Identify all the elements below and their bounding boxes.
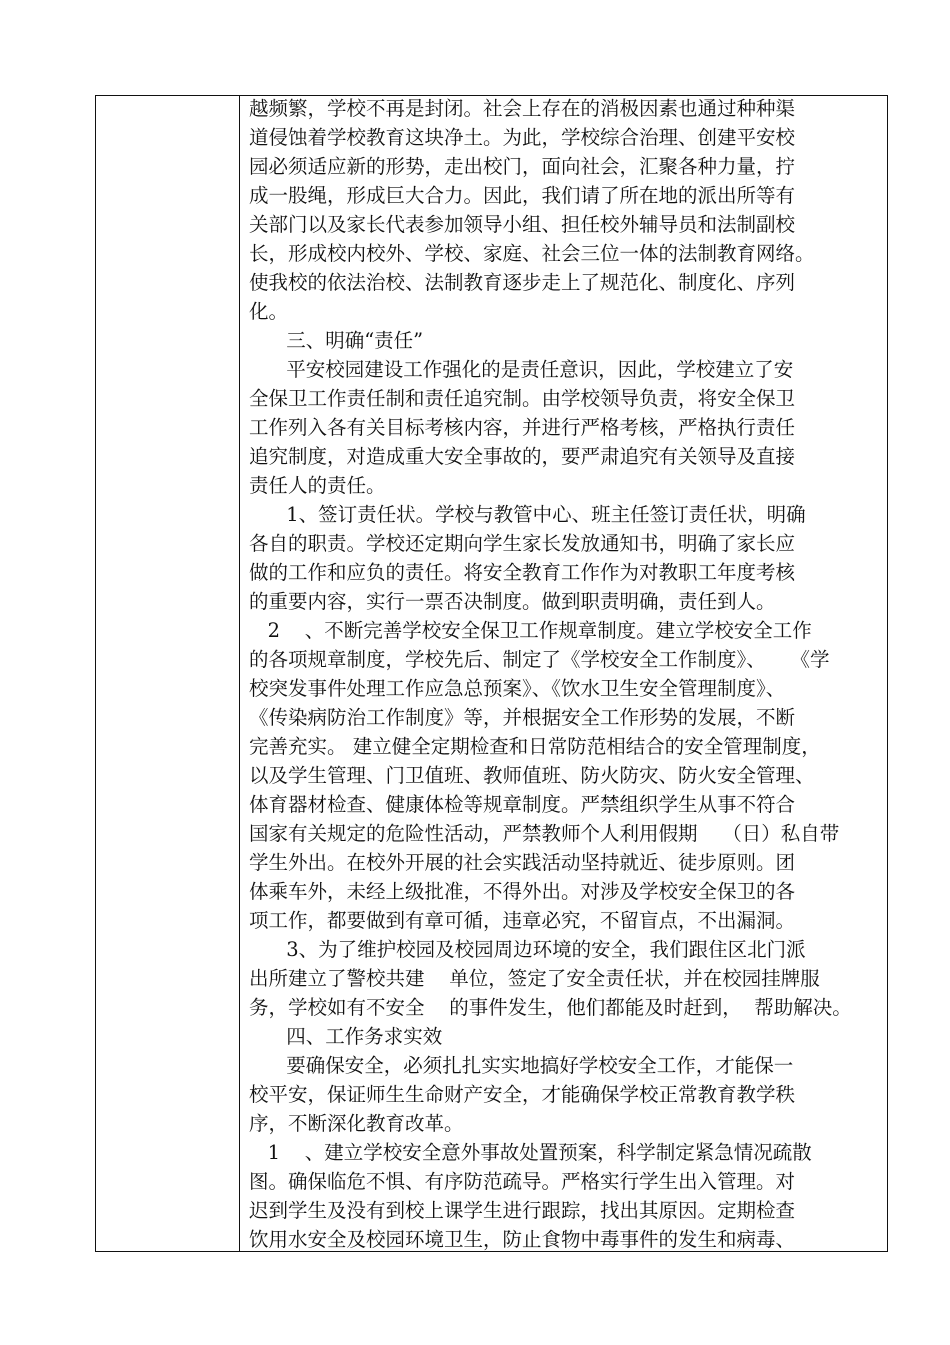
text-line: 越频繁，学校不再是封闭。社会上存在的消极因素也通过种种渠 [249, 97, 796, 120]
text-line: 校平安，保证师生生命财产安全，才能确保学校正常教育教学秩 [249, 1083, 796, 1106]
text-line: 全保卫工作责任制和责任追究制。由学校领导负责，将安全保卫 [249, 387, 796, 410]
text-line: 体育器材检查、健康体检等规章制度。严禁组织学生从事不符合 [249, 793, 796, 816]
text-line: 1、签订责任状。学校与教管中心、班主任签订责任状，明确 [249, 503, 806, 526]
text-line: 三、明确“责任” [249, 329, 424, 352]
text-line: 《传染病防治工作制度》等，并根据安全工作形势的发展，不断 [249, 706, 796, 729]
text-line: 迟到学生及没有到校上课学生进行跟踪，找出其原因。定期检查 [249, 1199, 796, 1222]
text-line: 图。确保临危不惧、有序防范疏导。严格实行学生出入管理。对 [249, 1170, 796, 1193]
text-line: 四、工作务求实效 [249, 1025, 443, 1048]
text-line: 平安校园建设工作强化的是责任意识，因此，学校建立了安 [249, 358, 794, 381]
text-line: 3、为了维护校园及校园周边环境的安全，我们跟住区北门派 [249, 938, 806, 961]
text-line: 追究制度，对造成重大安全事故的，要严肃追究有关领导及直接 [249, 445, 796, 468]
text-line: 做的工作和应负的责任。将安全教育工作作为对教职工年度考核 [249, 561, 796, 584]
text-line: 序，不断深化教育改革。 [249, 1112, 464, 1135]
text-line: 化。 [249, 300, 289, 323]
text-line: 2 、不断完善学校安全保卫工作规章制度。建立学校安全工作 [249, 619, 812, 642]
text-line: 体乘车外，未经上级批准，不得外出。对涉及学校安全保卫的各 [249, 880, 796, 903]
text-line: 园必须适应新的形势，走出校门，面向社会，汇聚各种力量，拧 [249, 155, 796, 178]
text-line: 工作列入各有关目标考核内容，并进行严格考核，严格执行责任 [249, 416, 796, 439]
text-line: 饮用水安全及校园环境卫生，防止食物中毒事件的发生和病毒、 [249, 1228, 796, 1251]
text-line: 出所建立了警校共建 单位，签定了安全责任状，并在校园挂牌服 [249, 967, 820, 990]
text-line: 以及学生管理、门卫值班、教师值班、防火防灾、防火安全管理、 [249, 764, 815, 787]
text-line: 成一股绳，形成巨大合力。因此，我们请了所在地的派出所等有 [249, 184, 796, 207]
text-line: 使我校的依法治校、法制教育逐步走上了规范化、制度化、序列 [249, 271, 796, 294]
text-line: 校突发事件处理工作应急总预案》、《饮水卫生安全管理制度》、 [249, 677, 786, 700]
table-content-cell [249, 96, 885, 1251]
text-line: 务，学校如有不安全 的事件发生，他们都能及时赶到， 帮助解决。 [249, 996, 852, 1019]
text-line: 国家有关规定的危险性活动，严禁教师个人利用假期 （日）私自带 [249, 822, 840, 845]
text-line: 要确保安全，必须扎扎实实地搞好学校安全工作，才能保一 [249, 1054, 794, 1077]
text-line: 道侵蚀着学校教育这块净土。为此，学校综合治理、创建平安校 [249, 126, 796, 149]
text-lines [249, 96, 885, 1251]
text-line: 项工作，都要做到有章可循，违章必究，不留盲点，不出漏洞。 [249, 909, 796, 932]
text-line: 学生外出。在校外开展的社会实践活动坚持就近、徒步原则。团 [249, 851, 796, 874]
text-line: 各自的职责。学校还定期向学生家长发放通知书，明确了家长应 [249, 532, 796, 555]
text-line: 的重要内容，实行一票否决制度。做到职责明确，责任到人。 [249, 590, 776, 613]
text-line: 1 、建立学校安全意外事故处置预案，科学制定紧急情况疏散 [249, 1141, 812, 1164]
text-line: 完善充实。 建立健全定期检查和日常防范相结合的安全管理制度， [249, 735, 821, 758]
text-line: 长，形成校内校外、学校、家庭、社会三位一体的法制教育网络。 [249, 242, 815, 265]
document-table [95, 95, 888, 1252]
text-line: 责任人的责任。 [249, 474, 386, 497]
table-left-column [96, 96, 240, 1251]
text-line: 的各项规章制度，学校先后、制定了《学校安全工作制度》、 《学 [249, 648, 830, 671]
text-line: 关部门以及家长代表参加领导小组、担任校外辅导员和法制副校 [249, 213, 796, 236]
